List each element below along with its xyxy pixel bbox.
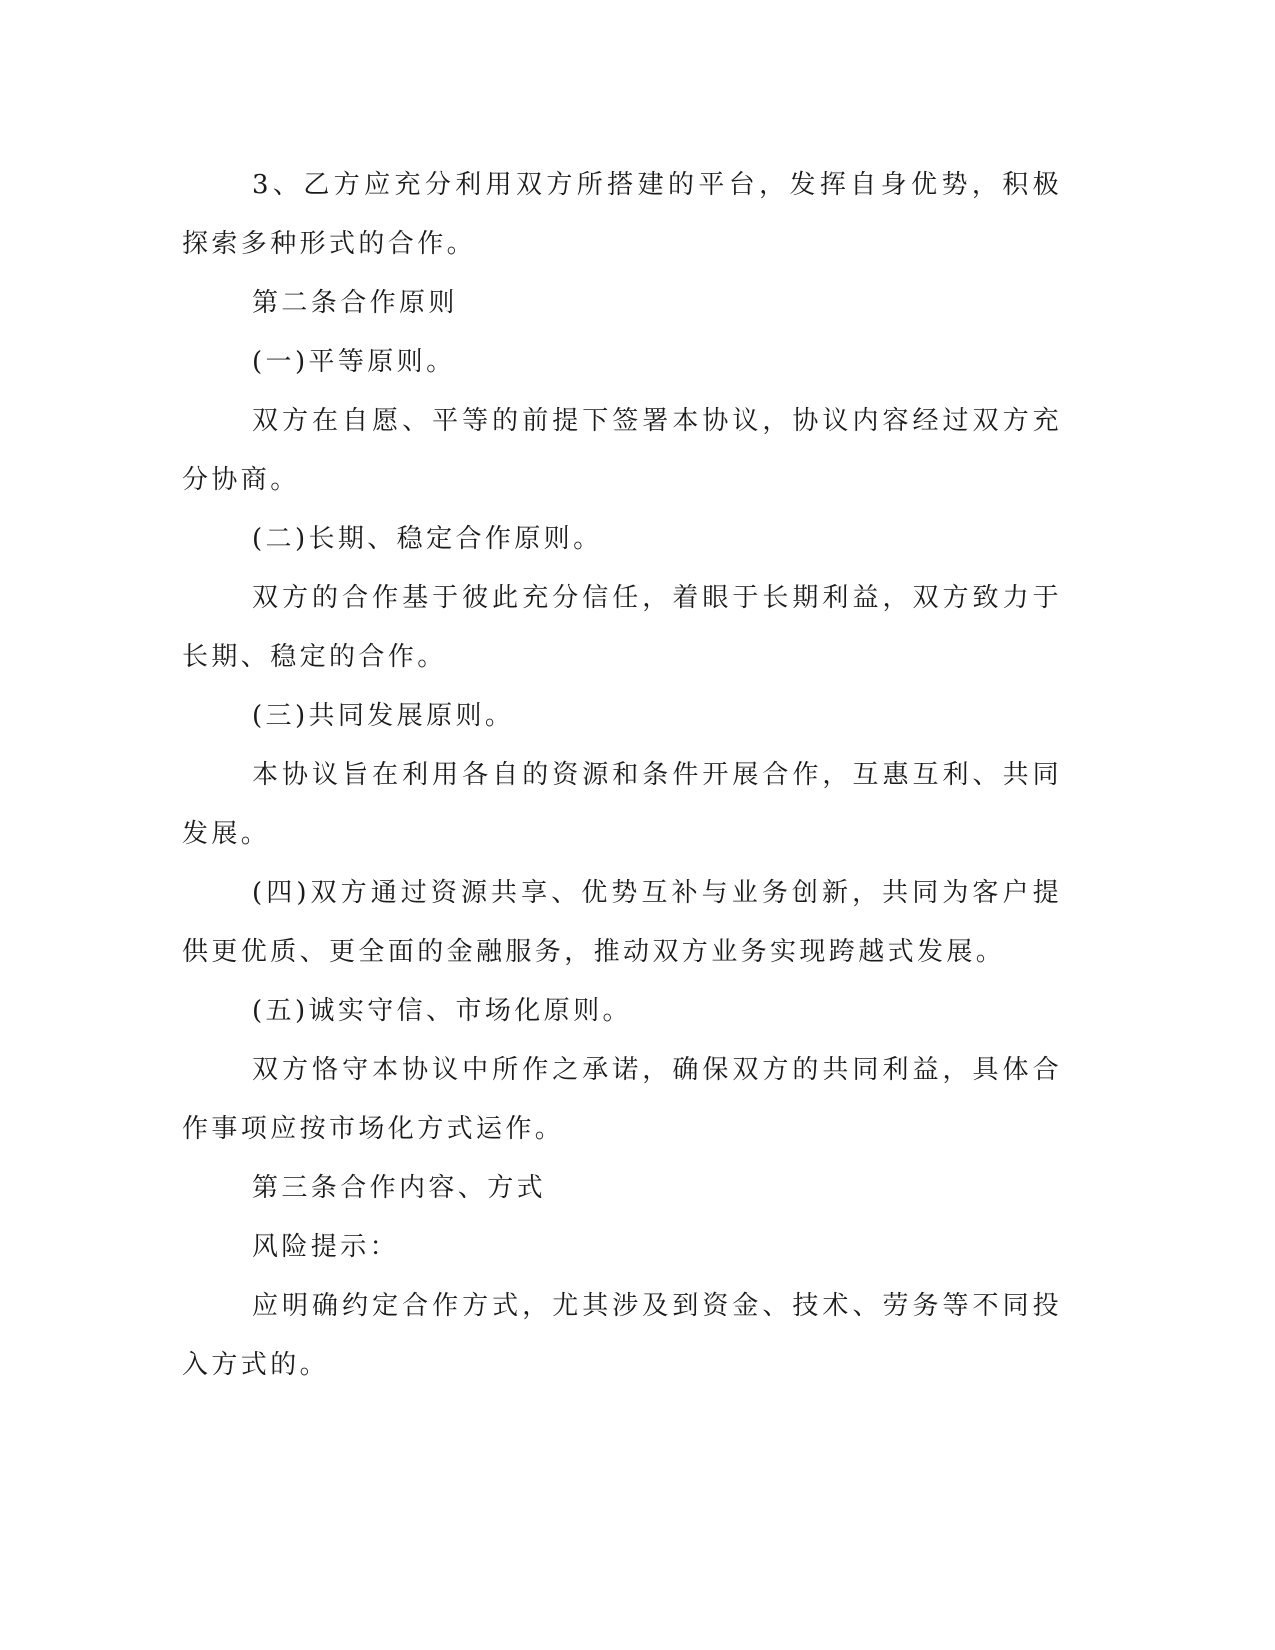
principle-2-title: (二)长期、稳定合作原则。 [252,524,603,554]
heading-article-3: 第三条合作内容、方式 [252,1173,547,1203]
document-body [182,156,1062,1395]
risk-notice-label: 风险提示： [252,1232,400,1262]
principle-2-text: 双方的合作基于彼此充分信任，着眼于长期利益，双方致力于长期、稳定的合作。 [182,583,1062,672]
principle-1-text: 双方在自愿、平等的前提下签署本协议，协议内容经过双方充分协商。 [182,406,1062,495]
principle-3-title: (三)共同发展原则。 [252,701,515,731]
risk-notice-text: 应明确约定合作方式，尤其涉及到资金、技术、劳务等不同投入方式的。 [182,1291,1062,1380]
principle-5-text: 双方恪守本协议中所作之承诺，确保双方的共同利益，具体合作事项应按市场化方式运作。 [182,1055,1062,1144]
paragraph-clause-3: 3、乙方应充分利用双方所搭建的平台，发挥自身优势，积极探索多种形式的合作。 [182,170,1062,259]
principle-4-text: (四)双方通过资源共享、优势互补与业务创新，共同为客户提供更优质、更全面的金融服务，推动双方业务实现跨越式发展。 [182,878,1062,967]
heading-article-2: 第二条合作原则 [252,288,458,318]
principle-1-title: (一)平等原则。 [252,347,456,377]
principle-5-title: (五)诚实守信、市场化原则。 [252,996,632,1026]
principle-3-text: 本协议旨在利用各自的资源和条件开展合作，互惠互利、共同发展。 [182,760,1062,849]
